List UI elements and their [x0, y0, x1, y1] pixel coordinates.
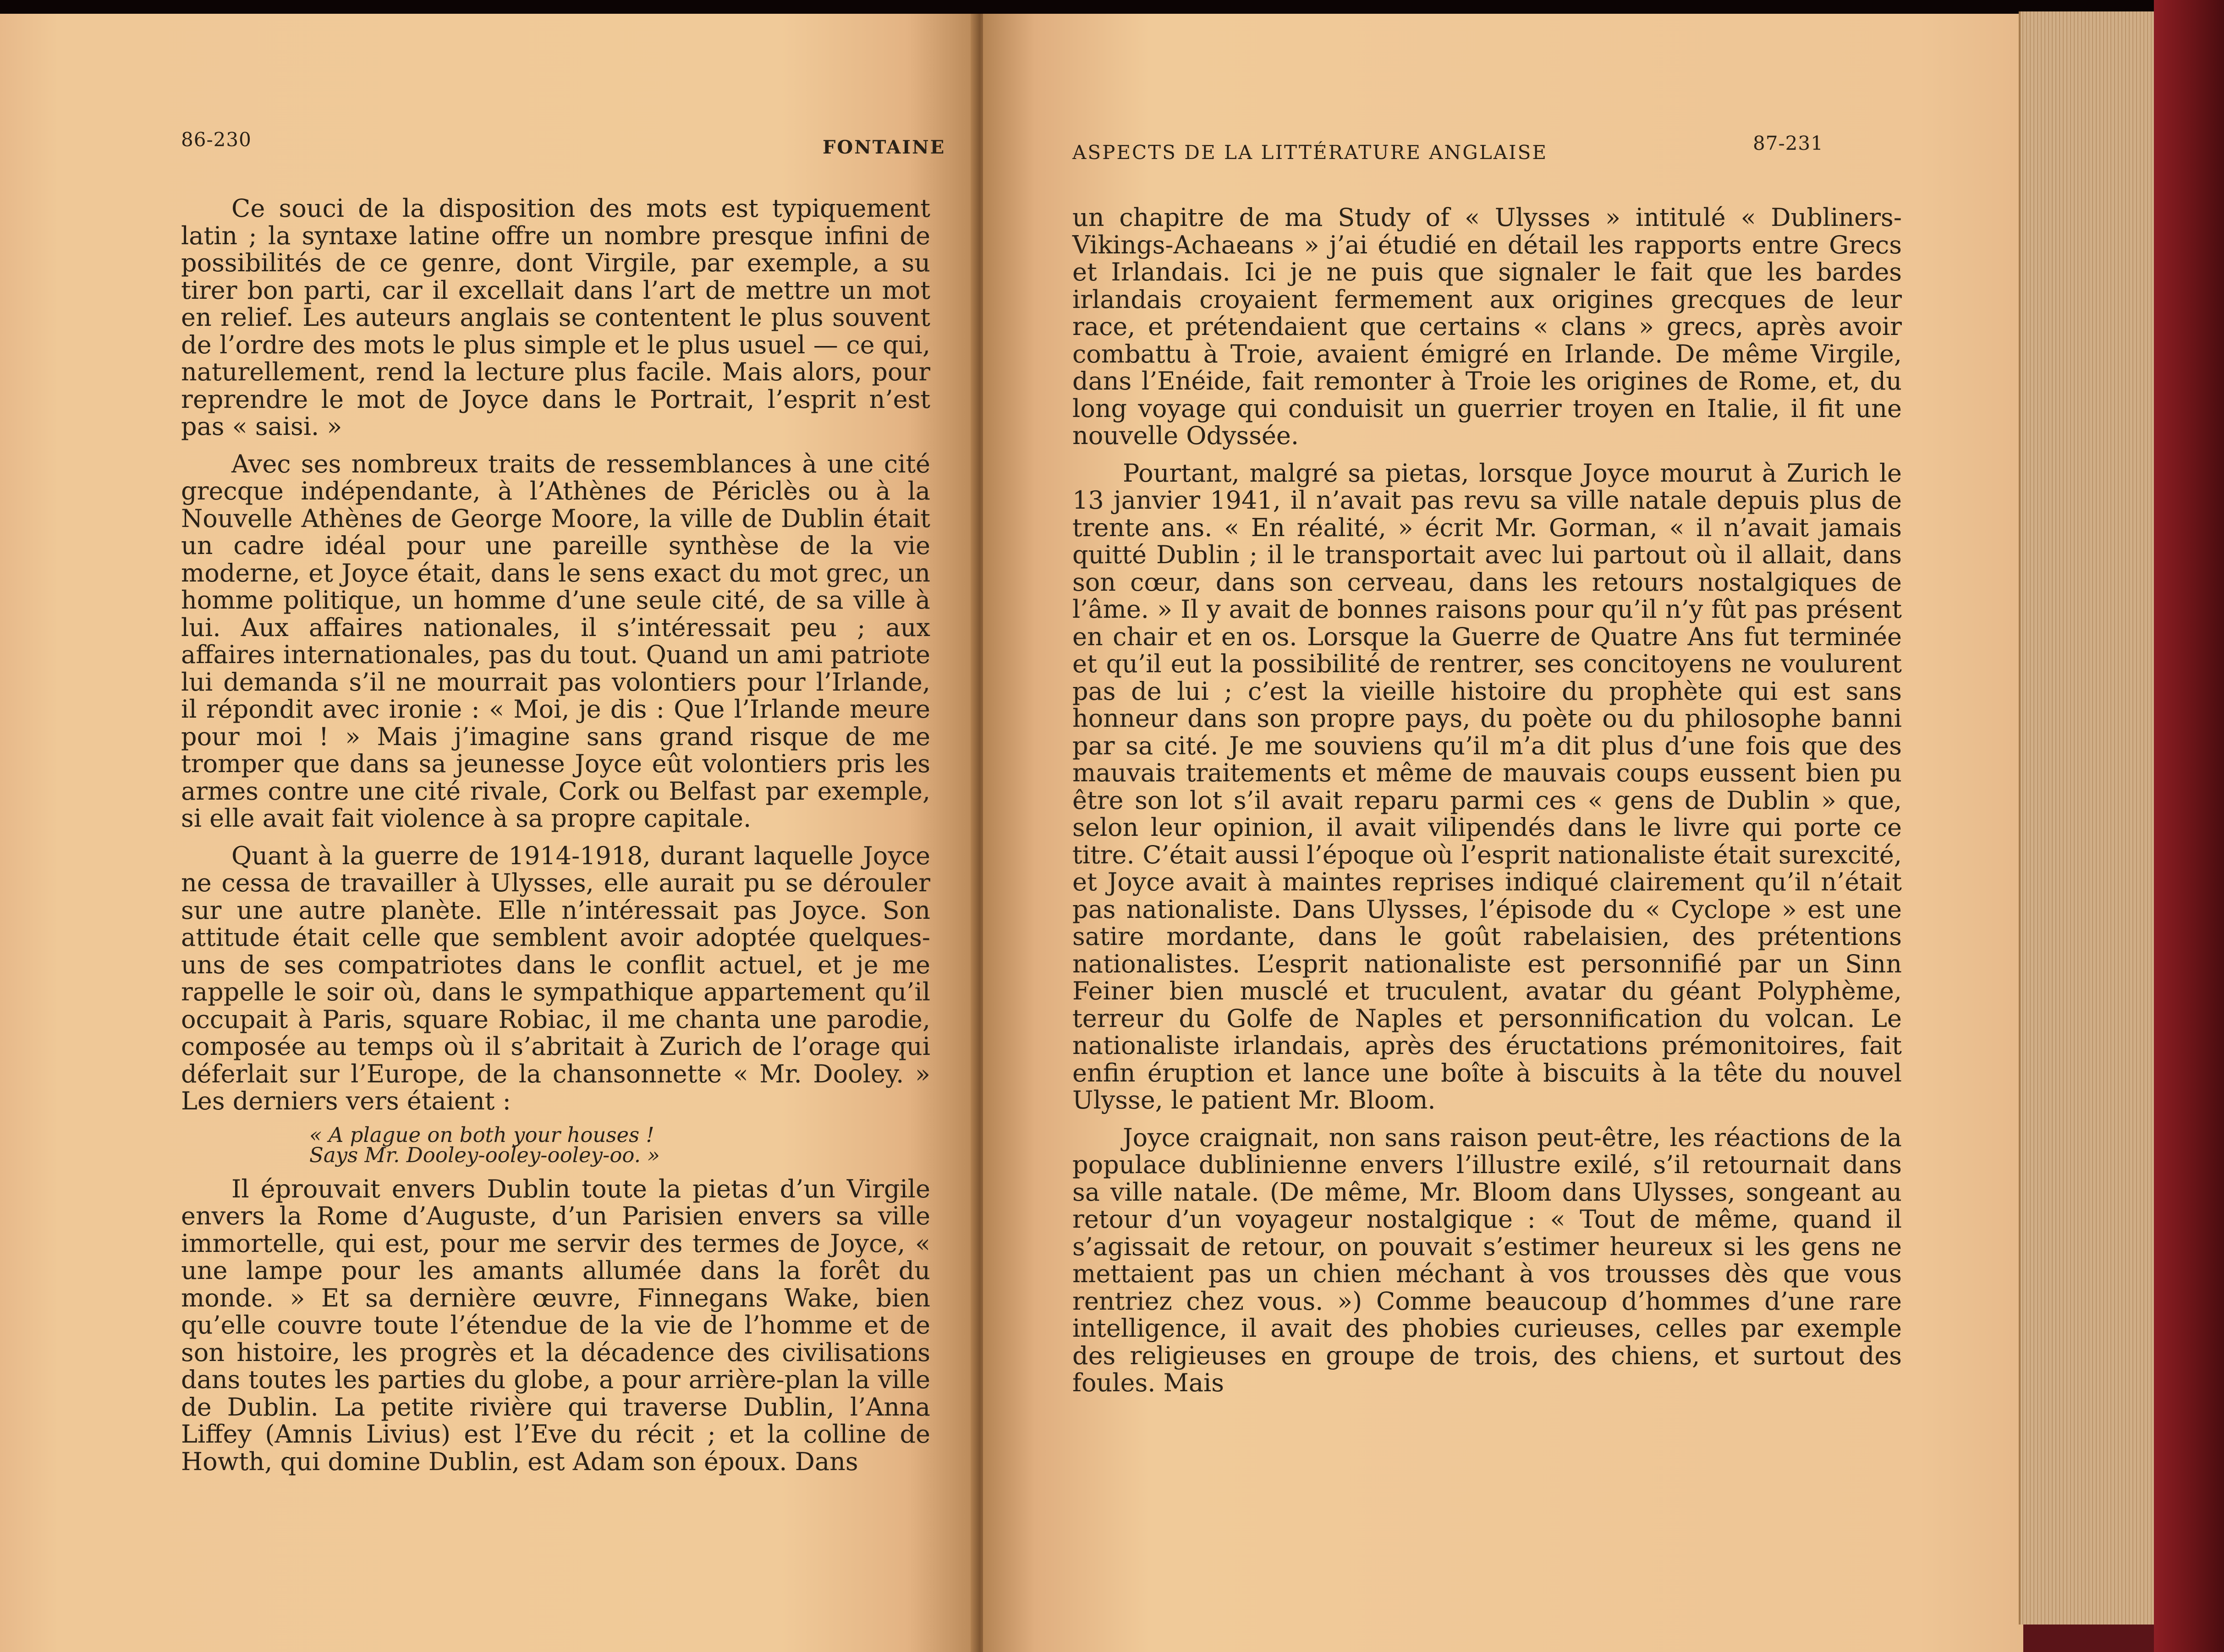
right-page-number: 87-231 — [1753, 132, 1823, 154]
verse-line: « A plague on both your houses ! — [309, 1122, 654, 1147]
left-text-column — [181, 195, 930, 1475]
paragraph: Joyce craignait, non sans raison peut-être, les réactions de la populace dublinienne envers l’illustre exilé, s’il retournait dans sa ville natale. (De même, Mr. Bloom dans Ulysses, songeant au retour d’un voyageur nostalgique : « Tout de même, quand il s’agissait de retour, on pouvait s’estimer heureux si les gens ne mettaient pas un chien méchant à vos trousses dès que vous rentriez chez vous. ») Comme beaucoup d’hommes d’une rare intelligence, il avait des phobies curieuses, celles par exemple des religieuses en groupe de trois, des chiens, et surtout des foules. Mais — [1072, 1123, 1902, 1397]
left-running-title: FONTAINE — [823, 137, 946, 158]
left-page — [0, 14, 976, 1652]
left-page-number: 86-230 — [181, 128, 252, 151]
page-edges — [2019, 11, 2158, 1625]
paragraph: un chapitre de ma Study of « Ulysses » intitulé « Dubliners-Vikings-Achaeans » j’ai étudié en détail les rapports entre Grecs et Irlandais. Ici je ne puis que signaler le fait que les bardes irlandais croyaient fermement aux origines grecques de leur race, et prétendaient que certains « clans » grecs, après avoir combattu à Troie, avaient émigré en Irlande. De même Virgile, dans l’Enéide, fait remonter à Troie les origines de Rome, et, du long voyage qui conduisit un guerrier troyen en Italie, il fit une nouvelle Odyssée. — [1072, 203, 1902, 450]
verse-quote — [309, 1122, 930, 1167]
paragraph: Avec ses nombreux traits de ressemblances à une cité grecque indépendante, à l’Athènes de Périclès ou à la Nouvelle Athènes de George Moore, la ville de Dublin était un cadre idéal pour une pareille synthèse de la vie moderne, et Joyce était, dans le sens exact du mot grec, un homme politique, un homme d’une seule cité, de sa ville à lui. Aux affaires nationales, il s’intéressait peu ; aux affaires internationales, pas du tout. Quand un ami patriote lui demanda s’il ne mourrait pas volontiers pour l’Irlande, il répondit avec ironie : « Moi, je dis : Que l’Irlande meure pour moi ! » Mais j’imagine sans grand risque de me tromper que dans sa jeunesse Joyce eût volontiers pris les armes contre une cité rivale, Cork ou Belfast par exemple, si elle avait fait violence à sa propre capitale. — [181, 449, 930, 833]
paragraph: Ce souci de la disposition des mots est typiquement latin ; la syntaxe latine offre un nombre presque infini de possibilités de ce genre, dont Virgile, par exemple, a su tirer bon parti, car il excellait dans l’art de mettre un mot en relief. Les auteurs anglais se contentent le plus souvent de l’ordre des mots le plus simple et le plus usuel — ce qui, naturellement, rend la lecture plus facile. Mais alors, pour reprendre le mot de Joyce dans le Portrait, l’esprit n’est pas « saisi. » — [181, 194, 930, 441]
book-binding — [2154, 0, 2224, 1652]
paragraph: Il éprouvait envers Dublin toute la pietas d’un Virgile envers la Rome d’Auguste, d’un Parisien envers sa ville immortelle, qui est, pour me servir des termes de Joyce, « une lampe pour les amants allumée dans la forêt du monde. » Et sa dernière œuvre, Finnegans Wake, bien qu’elle couvre toute l’étendue de la vie de l’homme et de son histoire, les progrès et la décadence des civilisations dans toutes les parties du globe, a pour arrière-plan la ville de Dublin. La petite rivière qui traverse Dublin, l’Anna Liffey (Amnis Livius) est l’Eve du récit ; et la colline de Howth, qui domine Dublin, est Adam son époux. Dans — [181, 1174, 930, 1476]
paragraph: Quant à la guerre de 1914-1918, durant laquelle Joyce ne cessa de travailler à Ulysses, elle aurait pu se dérouler sur une autre planète. Elle n’intéressait pas Joyce. Son attitude était celle que semblent avoir adoptée quelques-uns de ses compatriotes dans le conflit actuel, et je me rappelle le soir où, dans le sympathique appartement qu’il occupait à Paris, square Robiac, il me chanta une parodie, composée au temps où il s’abritait à Zurich de l’orage qui déferlait sur l’Europe, de la chansonnette « Mr. Dooley. » Les derniers vers étaient : — [181, 841, 930, 1115]
right-page — [983, 14, 2023, 1652]
paragraph: Pourtant, malgré sa pietas, lorsque Joyce mourut à Zurich le 13 janvier 1941, il n’avait pas revu sa ville natale depuis plus de trente ans. « En réalité, » écrit Mr. Gorman, « il n’avait jamais quitté Dublin ; il le transportait avec lui partout où il allait, dans son cœur, dans son cerveau, dans les retours nostalgiques de l’âme. » Il y avait de bonnes raisons pour qu’il n’y fût pas présent en chair et en os. Lorsque la Guerre de Quatre Ans fut terminée et qu’il eut la possibilité de rentrer, ses concitoyens ne voulurent pas de lui ; c’est la vieille histoire du prophète qui est sans honneur dans son propre pays, du poète ou du philosophe banni par sa cité. Je me souviens qu’il m’a dit plus d’une fois que des mauvais traitements et même de mauvais coups eussent bien pu être son lot s’il avait reparu parmi ces « gens de Dublin » que, selon leur opinion, il avait vilipendés dans le livre qui porte ce titre. C’était aussi l’époque où l’esprit nationaliste était surexcité, et Joyce avait à maintes reprises indiqué clairement qu’il n’était pas nationaliste. Dans Ulysses, l’épisode du « Cyclope » est une satire mordante, dans le goût rabelaisien, des prétentions nationalistes. L’esprit nationaliste est personnifié par un Sinn Feiner bien musclé et truculent, avatar du géant Polyphème, terreur du Golfe de Naples et personnification du volcan. Le nationaliste irlandais, après des éructations prémonitoires, fait enfin éruption et lance une boîte à biscuits à la tête du nouvel Ulysse, le patient Mr. Bloom. — [1072, 458, 1902, 1114]
verse-line: Says Mr. Dooley-ooley-ooley-oo. » — [309, 1142, 660, 1167]
right-text-column — [1072, 204, 1902, 1397]
right-running-title: ASPECTS DE LA LITTÉRATURE ANGLAISE — [1072, 141, 1548, 164]
